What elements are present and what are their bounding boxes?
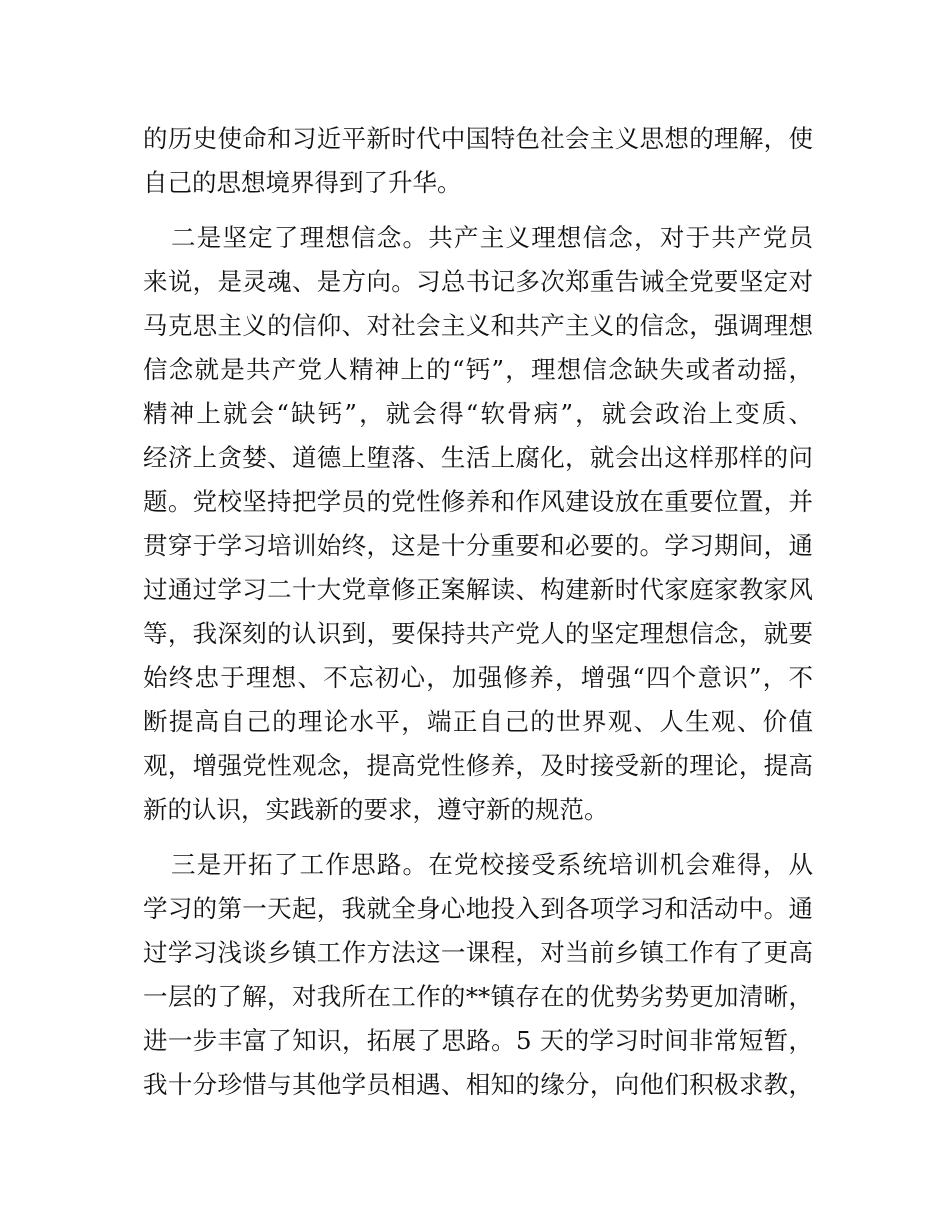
text-line: 三是开拓了工作思路。在党校接受系统培训机会难得，从: [171, 850, 813, 879]
paragraph-continuation: [143, 117, 813, 205]
text-line: 过学习浅谈乡镇工作方法这一课程，对当前乡镇工作有了更高: [143, 938, 813, 967]
text-line: 的历史使命和习近平新时代中国特色社会主义思想的理解，使: [143, 124, 813, 153]
text-line: 精神上就会“缺钙”，就会得“软骨病”，就会政治上变质、: [143, 399, 813, 428]
text-line: 等，我深刻的认识到，要保持共产党人的坚定理想信念，就要: [143, 619, 813, 648]
text-line: 题。党校坚持把学员的党性修养和作风建设放在重要位置，并: [143, 487, 813, 516]
text-line: 马克思主义的信仰、对社会主义和共产主义的信念，强调理想: [143, 311, 813, 340]
text-line: 始终忠于理想、不忘初心，加强修养，增强“四个意识”，不: [143, 663, 813, 692]
text-line: 新的认识，实践新的要求，遵守新的规范。: [143, 795, 609, 824]
text-line: 二是坚定了理想信念。共产主义理想信念，对于共产党员: [171, 223, 813, 252]
text-line: 学习的第一天起，我就全身心地投入到各项学习和活动中。通: [143, 894, 813, 923]
document-body: [143, 117, 813, 1107]
text-line: 贯穿于学习培训始终，这是十分重要和必要的。学习期间，通: [143, 531, 813, 560]
paragraph-gap: [143, 205, 813, 216]
text-line: 信念就是共产党人精神上的“钙”，理想信念缺失或者动摇，: [143, 355, 813, 384]
paragraph-work-ideas: [143, 843, 813, 1107]
text-line: 观，增强党性观念，提高党性修养，及时接受新的理论，提高: [143, 751, 813, 780]
paragraph-ideals-and-beliefs: [143, 216, 813, 832]
text-line: 一层的了解，对我所在工作的**镇存在的优势劣势更加清晰，: [143, 982, 813, 1011]
text-line: 经济上贪婪、道德上堕落、生活上腐化，就会出这样那样的问: [143, 443, 813, 472]
text-line: 自己的思想境界得到了升华。: [143, 168, 462, 197]
paragraph-gap: [143, 832, 813, 843]
text-line: 来说，是灵魂、是方向。习总书记多次郑重告诫全党要坚定对: [143, 267, 813, 296]
text-line: 进一步丰富了知识，拓展了思路。5 天的学习时间非常短暂，: [143, 1026, 813, 1055]
text-line: 过通过学习二十大党章修正案解读、构建新时代家庭家教家风: [143, 575, 813, 604]
text-line: 我十分珍惜与其他学员相遇、相知的缘分，向他们积极求教，: [143, 1070, 813, 1099]
text-line: 断提高自己的理论水平，端正自己的世界观、人生观、价值: [143, 707, 813, 736]
